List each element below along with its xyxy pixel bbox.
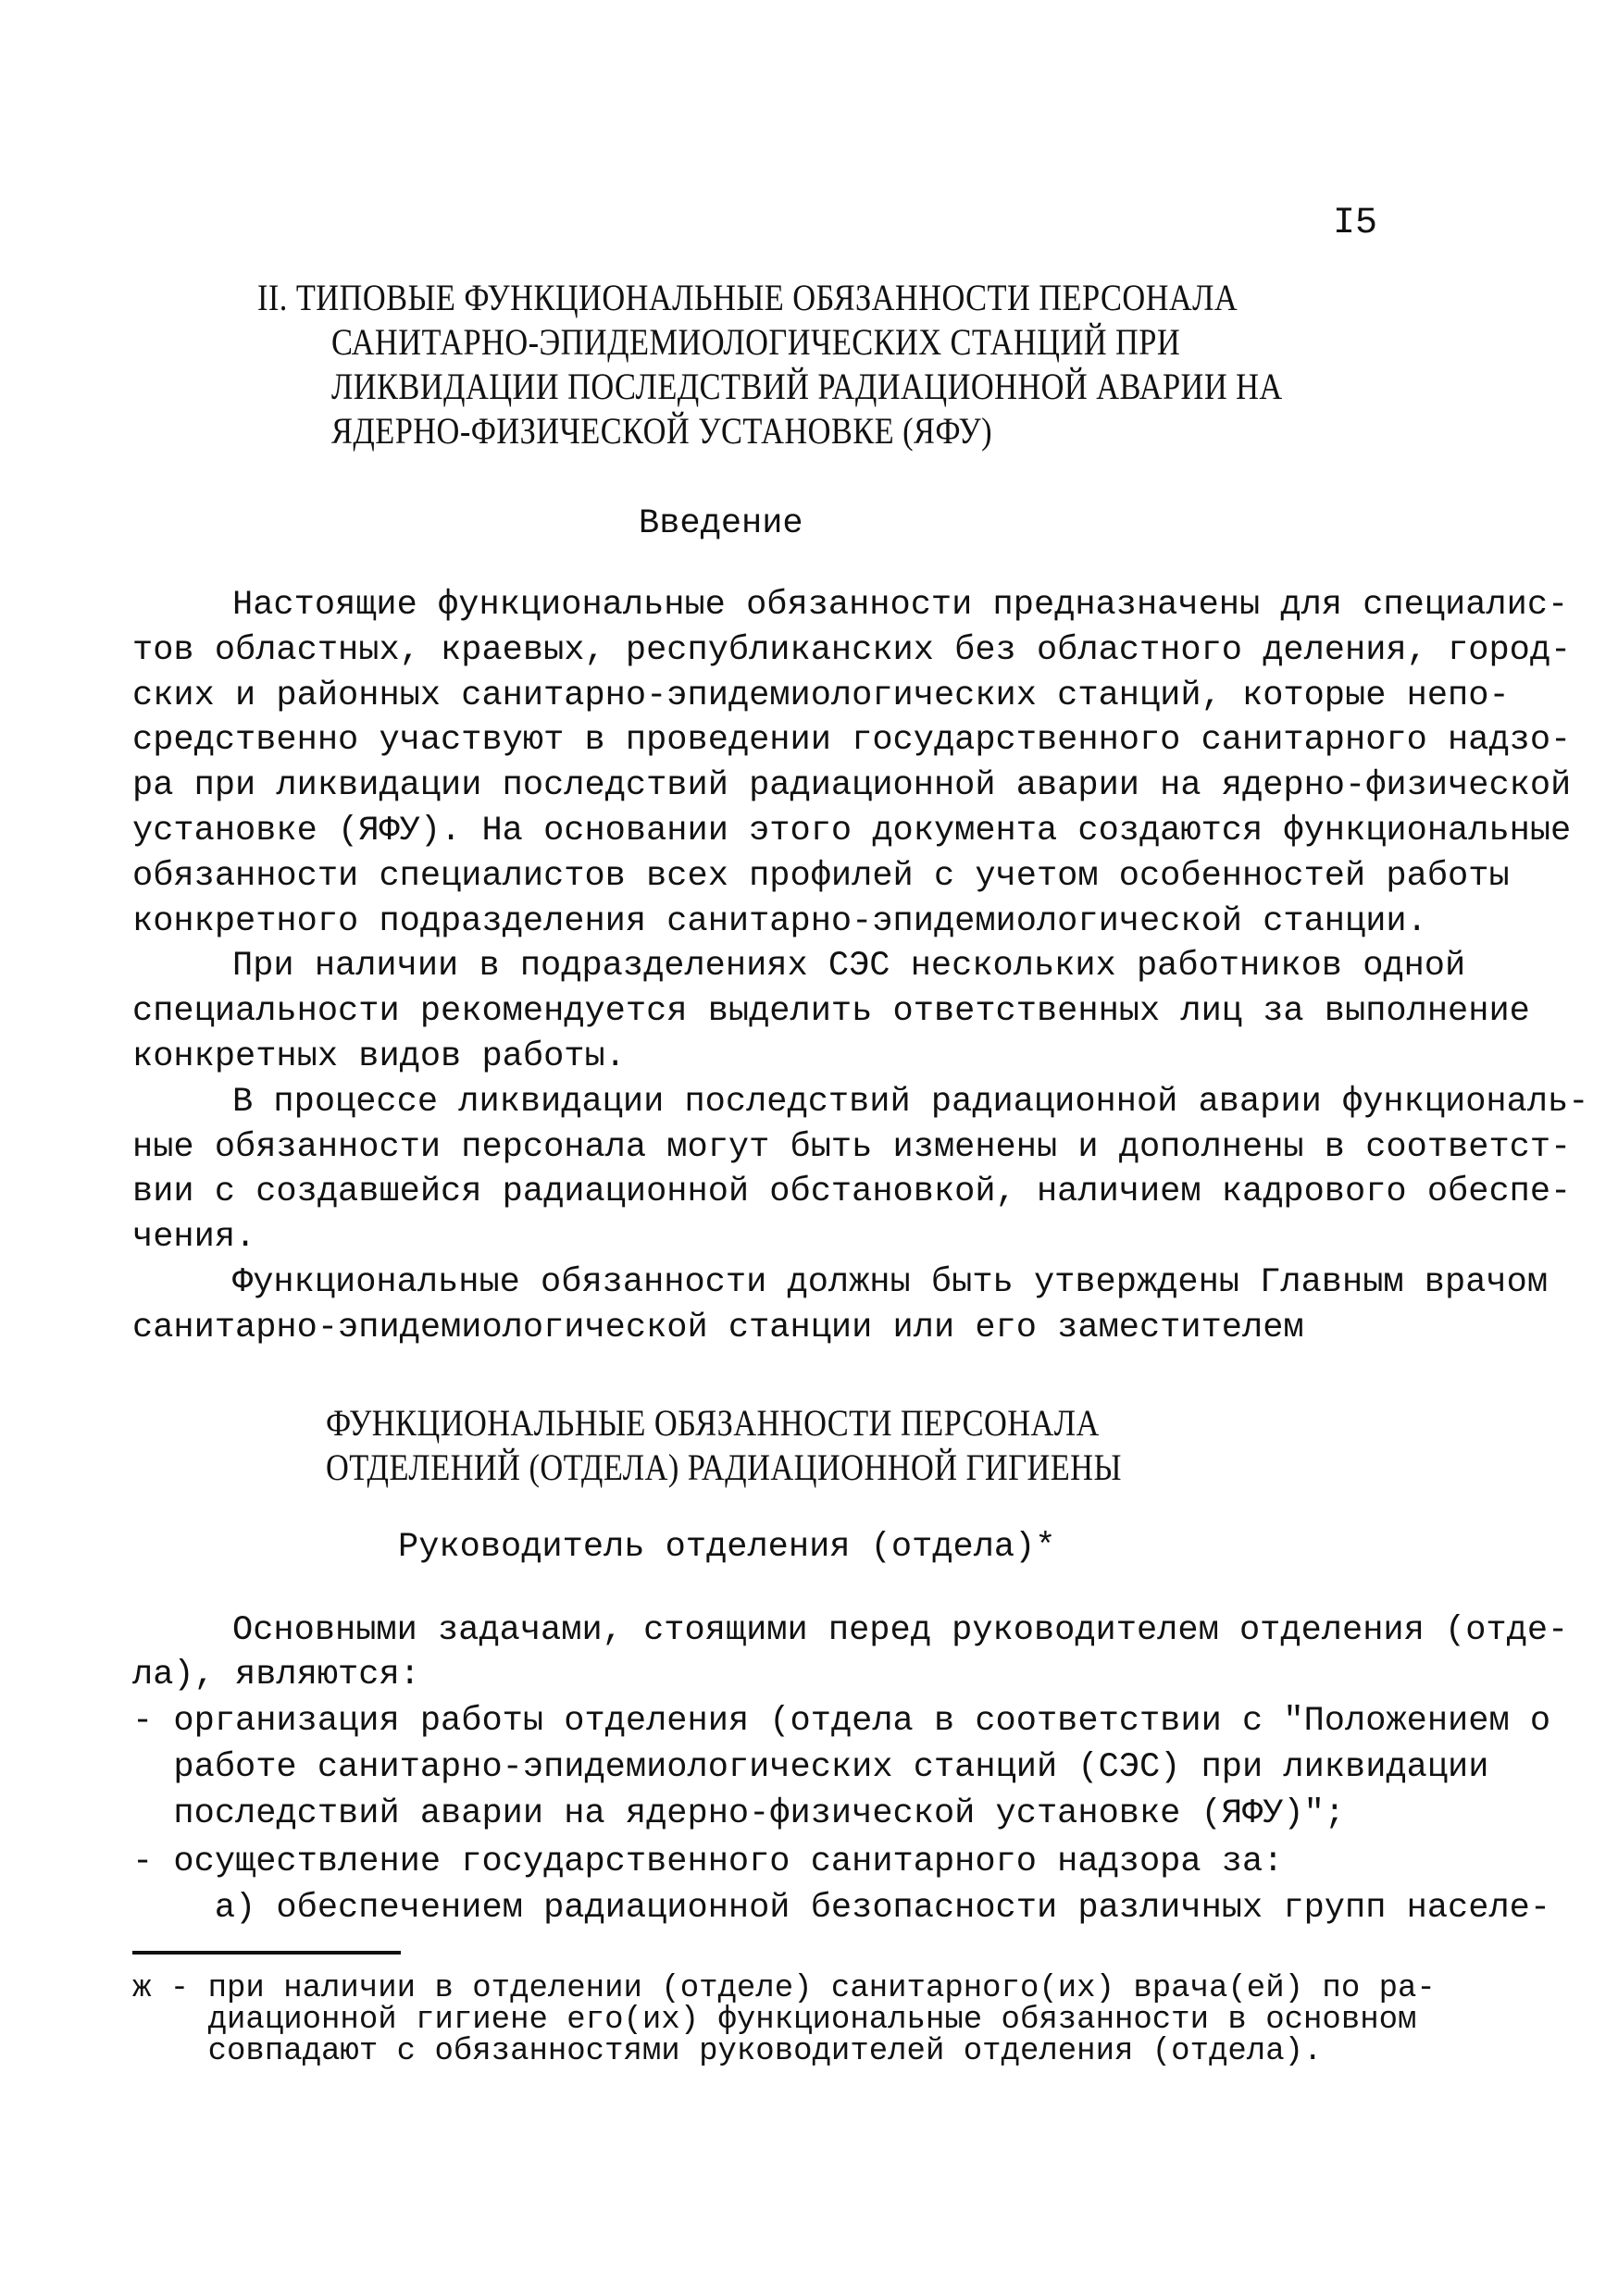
title-line: САНИТАРНО-ЭПИДЕМИОЛОГИЧЕСКИХ СТАНЦИЙ ПРИ [331,321,1181,363]
text-line: При наличии в подразделениях СЭС нескольких работников одной [232,947,1466,987]
text-line: ла), являются: [132,1656,420,1694]
text-line: обязанности специалистов всех профилей с учетом особенностей работы [132,856,1510,896]
text-line: - организация работы отделения (отдела в соответствии с "Положением о [132,1702,1551,1741]
text-line: Функциональные обязанности должны быть утверждены Главным врачом [232,1263,1549,1302]
text-line: последствий аварии на ядерно-физической установке (ЯФУ)"; [132,1794,1346,1833]
intro-heading: Введение [639,504,803,543]
text-line: а) обеспечением радиационной безопасности различных групп населе- [132,1889,1551,1928]
text-line: ж - при наличии в отделении (отделе) санитарного(их) врача(ей) по ра- [132,1971,1436,2006]
text-line: работе санитарно-эпидемиологических станций (СЭС) при ликвидации [132,1748,1489,1787]
text-line: тов областных, краевых, республиканских без областного деления, город- [132,630,1572,670]
text-line: диационной гигиене его(их) функциональные обязанности в основном [132,2003,1417,2038]
footnote-rule [132,1951,401,1955]
text-line: Основными задачами, стоящими перед руководителем отделения (отде- [232,1611,1569,1650]
title-line: ЯДЕРНО-ФИЗИЧЕСКОЙ УСТАНОВКЕ (ЯФУ) [331,410,993,452]
text-line: - осуществление государственного санитарного надзора за: [132,1843,1284,1881]
subheading: Руководитель отделения (отдела)* [398,1528,1056,1567]
section-heading-line: ФУНКЦИОНАЛЬНЫЕ ОБЯЗАННОСТИ ПЕРСОНАЛА [326,1402,1100,1444]
text-line: Настоящие функциональные обязанности предназначены для специалис- [232,586,1569,625]
text-line: санитарно-эпидемиологической станции или его заместителем [132,1308,1304,1347]
text-line: ских и районных санитарно-эпидемиологических станций, которые непо- [132,676,1510,715]
text-line: специальности рекомендуется выделить ответственных лиц за выполнение [132,992,1530,1032]
title-line: ЛИКВИДАЦИИ ПОСЛЕДСТВИЙ РАДИАЦИОННОЙ АВАРИИ НА [331,366,1283,407]
text-line: ные обязанности персонала могут быть изменены и дополнены в соответст- [132,1127,1572,1167]
title-line: II. ТИПОВЫЕ ФУНКЦИОНАЛЬНЫЕ ОБЯЗАННОСТИ ПЕРСОНАЛА [257,277,1238,318]
text-line: вии с создавшейся радиационной обстановкой, наличием кадрового обеспе- [132,1173,1572,1212]
page-number: I5 [1333,203,1378,244]
text-line: установке (ЯФУ). На основании этого документа создаются функциональные [132,812,1572,850]
text-line: В процессе ликвидации последствий радиационной аварии функциональ- [232,1082,1589,1122]
section-heading-line: ОТДЕЛЕНИЙ (ОТДЕЛА) РАДИАЦИОННОЙ ГИГИЕНЫ [326,1446,1122,1488]
text-line: совпадают с обязанностями руководителей отделения (отдела). [132,2034,1323,2069]
text-line: средственно участвуют в проведении государственного санитарного надзо- [132,721,1572,761]
text-line: чения. [132,1218,256,1258]
text-line: конкретного подразделения санитарно-эпидемиологической станции. [132,901,1427,941]
text-line: конкретных видов работы. [132,1037,626,1076]
text-line: ра при ликвидации последствий радиационной аварии на ядерно-физической [132,766,1572,806]
